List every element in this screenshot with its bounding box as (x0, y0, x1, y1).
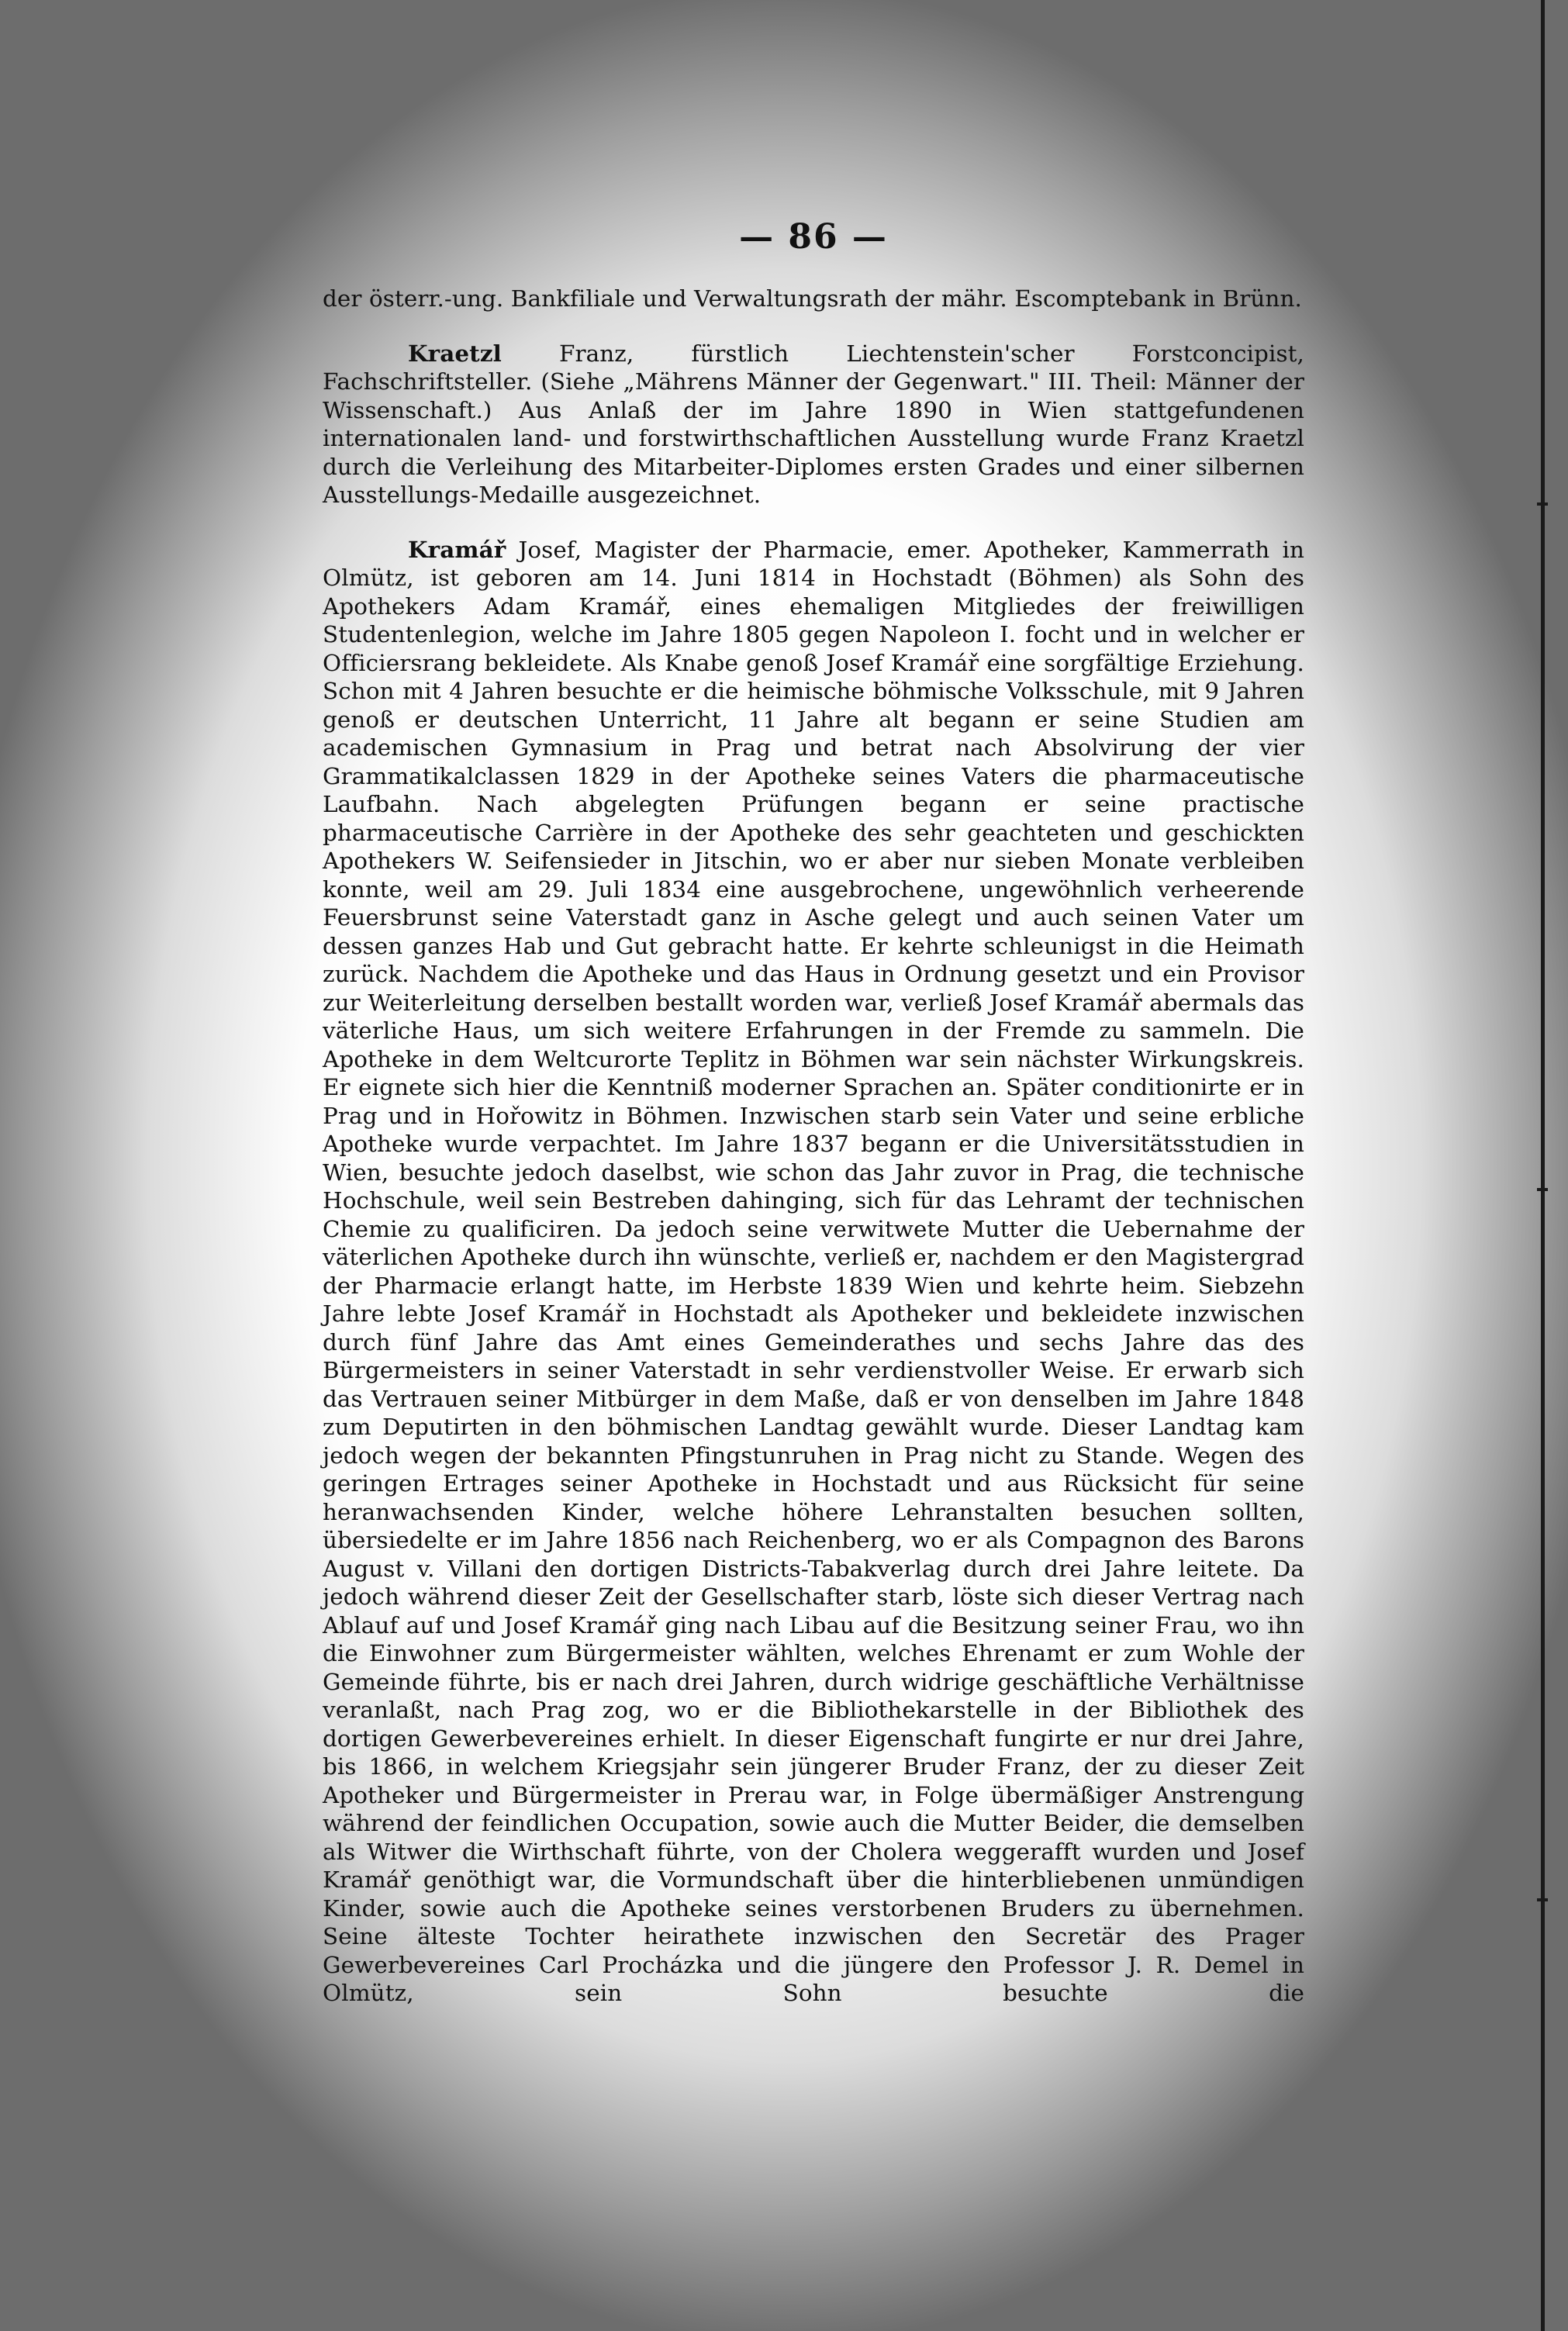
intro-paragraph (323, 285, 1304, 313)
page-number: — 86 — (739, 217, 888, 257)
entry-text-kramar: Josef, Magister der Pharmacie, emer. Apotheker, Kammerrath in Olmütz, ist geboren am 14. Juni 1814 in Hochstadt (Böhmen) als Sohn des Apothekers Adam Kramář, eines ehemaligen Mitgliedes der freiwilligen Studentenlegion, welche im Jahre 1805 gegen Napoleon I. focht und in welcher er Officiersrang bekleidete. Als Knabe genoß Josef Kramář eine sorgfältige Erziehung. Schon mit 4 Jahren besuchte er die heimische böhmische Volksschule, mit 9 Jahren genoß er deutschen Unterricht, 11 Jahre alt begann er seine Studien am academischen Gymnasium in Prag und betrat nach Absolvirung der vier Grammatikalclassen 1829 in der Apotheke seines Vaters die pharmaceutische Laufbahn. Nach abgelegten Prüfungen begann er seine practische pharmaceutische Carrière in der Apotheke des sehr geachteten und geschickten Apothekers W. Seifensieder in Jitschin, wo er aber nur sieben Monate verbleiben konnte, weil am 29. Juli 1834 eine ausgebrochene, ungewöhnlich verheerende Feuersbrunst seine Vaterstadt ganz in Asche gelegt und auch seinen Vater um dessen ganzes Hab und Gut gebracht hatte. Er kehrte schleunigst in die Heimath zurück. Nachdem die Apotheke und das Haus in Ordnung gesetzt und ein Provisor zur Weiterleitung derselben bestallt worden war, verließ Josef Kramář abermals das väterliche Haus, um sich weitere Erfahrungen in der Fremde zu sammeln. Die Apotheke in dem Weltcurorte Teplitz in Böhmen war sein nächster Wirkungskreis. Er eignete sich hier die Kenntniß moderner Sprachen an. Später conditionirte er in Prag und in Hořowitz in Böhmen. Inzwischen starb sein Vater und seine erbliche Apotheke wurde verpachtet. Im Jahre 1837 begann er die Universitätsstudien in Wien, besuchte jedoch daselbst, wie schon das Jahr zuvor in Prag, die technische Hochschule, weil sein Bestreben dahinging, sich für das Lehramt der technischen Chemie zu qualificiren. Da jedoch seine verwitwete Mutter die Uebernahme der väterlichen Apotheke durch ihn wünschte, verließ er, nachdem er den Magistergrad der Pharmacie erlangt hatte, im Herbste 1839 Wien und kehrte heim. Siebzehn Jahre lebte Josef Kramář in Hochstadt als Apotheker und bekleidete inzwischen durch fünf Jahre das Amt eines Gemeinderathes und sechs Jahre das des Bürgermeisters in seiner Vaterstadt in sehr verdienstvoller Weise. Er erwarb sich das Vertrauen seiner Mitbürger in dem Maße, daß er von denselben im Jahre 1848 zum Deputirten in den böhmischen Landtag gewählt wurde. Dieser Landtag kam jedoch wegen der bekannten Pfingstunruhen in Prag nicht zu Stande. Wegen des geringen Ertrages seiner Apotheke in Hochstadt und aus Rücksicht für seine heranwachsenden Kinder, welche höhere Lehranstalten besuchen sollten, übersiedelte er im Jahre 1856 nach Reichenberg, wo er als Compagnon des Barons August v. Villani den dortigen Districts-Tabakverlag durch drei Jahre leitete. Da jedoch während dieser Zeit der Gesellschafter starb, löste sich dieser Vertrag nach Ablauf auf und Josef Kramář ging nach Libau auf die Besitzung seiner Frau, wo ihn die Einwohner zum Bürgermeister wählten, welches Ehrenamt er zum Wohle der Gemeinde führte, bis er nach drei Jahren, durch widrige geschäftliche Verhältnisse veranlaßt, nach Prag zog, wo er die Bibliothekarstelle in der Bibliothek des dortigen Gewerbevereines erhielt. In dieser Eigenschaft fungirte er nur drei Jahre, bis 1866, in welchem Kriegsjahr sein jüngerer Bruder Franz, der zu dieser Zeit Apotheker und Bürgermeister in Prerau war, in Folge übermäßiger Anstrengung während der feindlichen Occupation, sowie auch die Mutter Beider, die demselben als Witwer die Wirthschaft führte, von der Cholera weggerafft wurden und Josef Kramář genöthigt war, die Vormundschaft über die hinterbliebenen unmündigen Kinder, sowie auch die Apotheke seines verstorbenen Bruders zu übernehmen. Seine älteste Tochter heirathete inzwischen den Secretär des Prager Gewerbevereines Carl Procházka und die jüngere den Professor J. R. Demel in Olmütz, sein Sohn besuchte die (323, 536, 1304, 2006)
page-content (323, 217, 1304, 2008)
edge-mark (1537, 502, 1548, 506)
entry-name-kramar: Kramář (408, 535, 506, 563)
entry-kramar (323, 536, 1304, 2008)
paragraph-gap (323, 313, 1304, 340)
edge-mark (1537, 1188, 1548, 1191)
entry-name-kraetzl: Kraetzl (408, 339, 502, 367)
intro-text: der österr.-ung. Bankfiliale und Verwaltungsrath der mähr. Escomptebank in Brünn. (323, 285, 1302, 312)
paragraph-gap (323, 509, 1304, 536)
edge-mark (1537, 1898, 1548, 1901)
binding-edge-line (1541, 0, 1545, 2331)
entry-text-kraetzl: Franz, fürstlich Liechtenstein'scher Forstconcipist, Fachschriftsteller. (Siehe „Mährens Männer der Gegenwart." III. Theil: Männer der Wissenschaft.) Aus Anlaß der im Jahre 1890 in Wien stattgefundenen internationalen land- und forstwirthschaftlichen Ausstellung wurde Franz Kraetzl durch die Verleihung des Mitarbeiter-Diplomes ersten Grades und einer silbernen Ausstellungs-Medaille ausgezeichnet. (323, 340, 1304, 508)
entry-kraetzl (323, 340, 1304, 509)
